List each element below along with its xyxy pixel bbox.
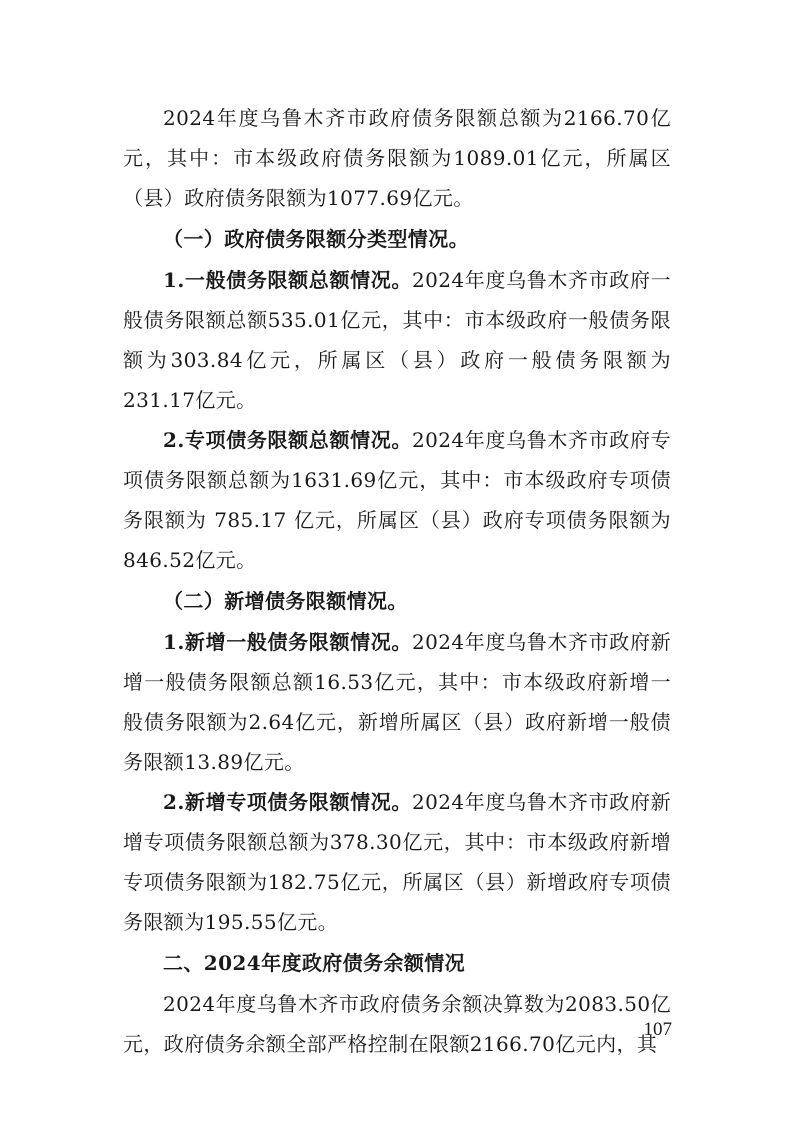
section-heading-debt-balance [123,942,671,984]
paragraph-special-debt-limit [123,420,671,580]
paragraph-debt-balance [123,984,671,1064]
paragraph-total-limit [123,98,671,218]
paragraph-text: 2024年度乌鲁木齐市政府新增专项债务限额总额为378.30亿元，其中：市本级政府新增专项债务限额为182.75亿元，所属区（县）新增政府专项债务限额为195.55亿元。 [123,790,671,934]
heading-text: 二、2024年度政府债务余额情况 [163,951,466,975]
paragraph-general-debt-limit [123,260,671,420]
paragraph-new-general-debt-limit [123,622,671,782]
section-heading-limit-by-type [123,218,671,260]
section-heading-new-limit [123,580,671,622]
page-number: 107 [643,1019,672,1040]
paragraph-lead: 1.新增一般债务限额情况。 [163,630,413,654]
paragraph-text: 2024年度乌鲁木齐市政府专项债务限额总额为1631.69亿元，其中：市本级政府专项债务限额为 785.17 亿元，所属区（县）政府专项债务限额为846.52亿元。 [123,428,671,572]
document-body [123,98,671,1064]
paragraph-text: 2024年度乌鲁木齐市政府债务限额总额为2166.70亿元，其中：市本级政府债务限额为1089.01亿元，所属区（县）政府债务限额为1077.69亿元。 [123,106,671,210]
heading-text: （二）新增债务限额情况。 [163,589,408,613]
heading-text: （一）政府债务限额分类型情况。 [163,227,469,251]
paragraph-new-special-debt-limit [123,782,671,942]
paragraph-lead: 1.一般债务限额总额情况。 [163,268,413,292]
paragraph-lead: 2.专项债务限额总额情况。 [163,428,413,452]
paragraph-lead: 2.新增专项债务限额情况。 [163,790,413,814]
paragraph-text: 2024年度乌鲁木齐市政府新增一般债务限额总额16.53亿元，其中：市本级政府新增一般债务限额为2.64亿元，新增所属区（县）政府新增一般债务限额13.89亿元。 [123,630,671,774]
paragraph-text: 2024年度乌鲁木齐市政府债务余额决算数为2083.50亿元，政府债务余额全部严格控制在限额2166.70亿元内，其 [123,992,671,1056]
paragraph-text: 2024年度乌鲁木齐市政府一般债务限额总额535.01亿元，其中：市本级政府一般债务限额为303.84亿元，所属区（县）政府一般债务限额为231.17亿元。 [123,268,671,412]
